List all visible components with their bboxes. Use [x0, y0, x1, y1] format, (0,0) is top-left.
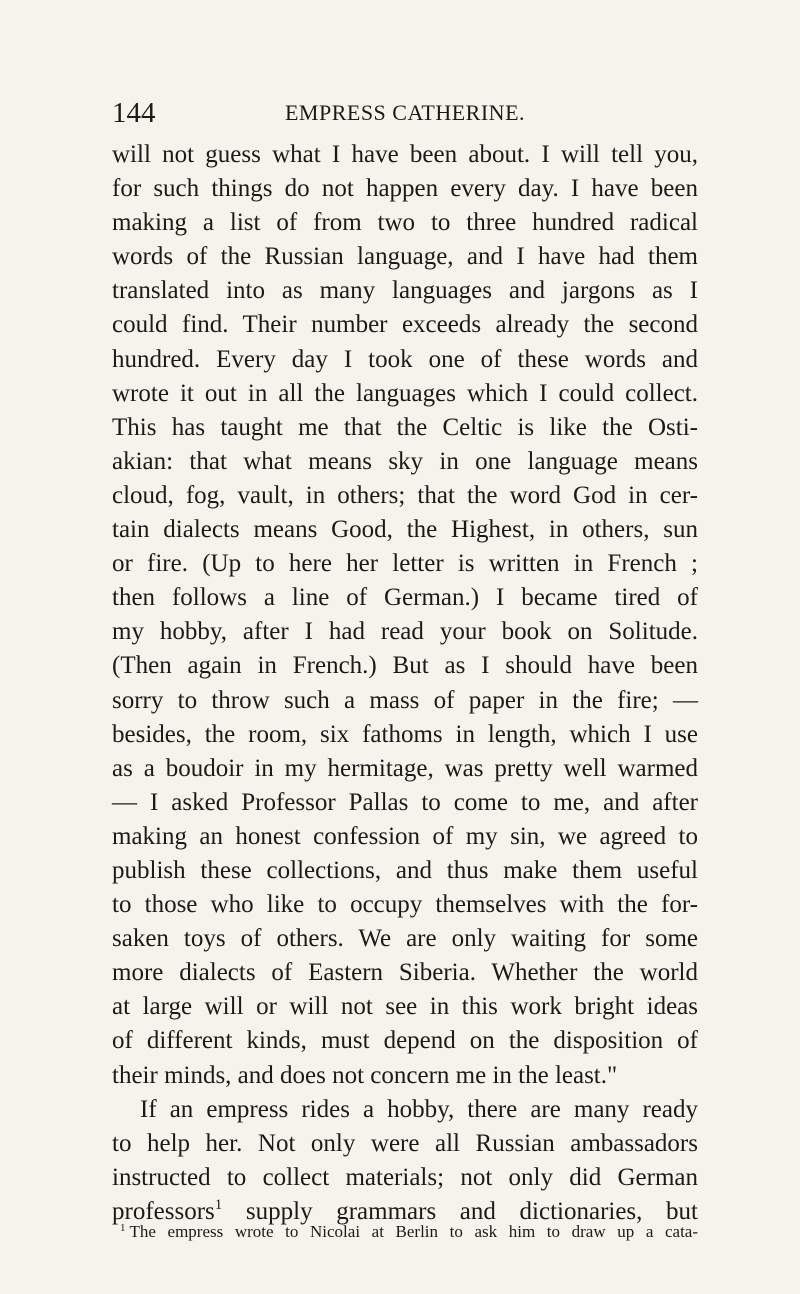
text-line: to those who like to occupy themselves with the for-	[112, 891, 698, 919]
text-fragment: professors	[112, 1197, 215, 1225]
text-line: wrote it out in all the languages which I could collect.	[112, 379, 698, 407]
running-head	[112, 98, 698, 128]
footnote-mark: 1	[120, 1222, 126, 1234]
text-line: more dialects of Eastern Siberia. Whether the world	[112, 959, 698, 987]
text-line: as a boudoir in my hermitage, was pretty well warmed	[112, 754, 698, 782]
text-line: besides, the room, six fathoms in length, which I use	[112, 720, 698, 748]
text-line: for such things do not happen every day. I have been	[112, 175, 698, 203]
text-line: This has taught me that the Celtic is like the Osti-	[112, 413, 698, 441]
text-line: — I asked Professor Pallas to come to me, and after	[112, 788, 698, 816]
text-line: sorry to throw such a mass of paper in the fire; —	[112, 686, 698, 714]
footnote-text: The empress wrote to Nicolai at Berlin to ask him to draw up a cata-	[129, 1222, 698, 1241]
text-fragment: supply grammars and dictionaries, but	[222, 1197, 698, 1225]
text-line: akian: that what means sky in one language means	[112, 447, 698, 475]
text-line: making an honest confession of my sin, we agreed to	[112, 822, 698, 850]
text-line: cloud, fog, vault, in others; that the word God in cer-	[112, 481, 698, 509]
page-number: 144	[112, 97, 156, 129]
text-line: saken toys of others. We are only waiting for some	[112, 925, 698, 953]
text-line: words of the Russian language, and I have had them	[112, 243, 698, 271]
text-line: tain dialects means Good, the Highest, in others, sun	[112, 516, 698, 544]
running-title: EMPRESS CATHERINE.	[284, 100, 526, 125]
text-line: translated into as many languages and jargons as I	[112, 277, 698, 305]
body-text	[112, 138, 698, 1229]
text-line: or fire. (Up to here her letter is written in French ;	[112, 550, 698, 578]
text-line: of different kinds, must depend on the disposition of	[112, 1027, 698, 1055]
footnote-reference[interactable]: 1	[214, 1196, 223, 1213]
text-line: making a list of from two to three hundred radical	[112, 209, 698, 237]
text-line: (Then again in French.) But as I should have been	[112, 652, 698, 680]
text-line: then follows a line of German.) I became tired of	[112, 584, 698, 612]
text-line: instructed to collect materials; not only did German	[112, 1163, 698, 1191]
text-line: hundred. Every day I took one of these words and	[112, 345, 698, 373]
footnote	[112, 1217, 698, 1243]
text-line: publish these collections, and thus make them useful	[112, 856, 698, 884]
text-line: at large will or will not see in this work bright ideas	[112, 993, 698, 1021]
text-line: my hobby, after I had read your book on Solitude.	[112, 618, 698, 646]
text-line: their minds, and does not concern me in the least."	[112, 1061, 618, 1089]
text-line: to help her. Not only were all Russian ambassadors	[112, 1129, 698, 1157]
text-line: could find. Their number exceeds already the second	[112, 311, 698, 339]
text-line: If an empress rides a hobby, there are many ready	[140, 1095, 698, 1123]
text-line: will not guess what I have been about. I will tell you,	[112, 141, 698, 168]
